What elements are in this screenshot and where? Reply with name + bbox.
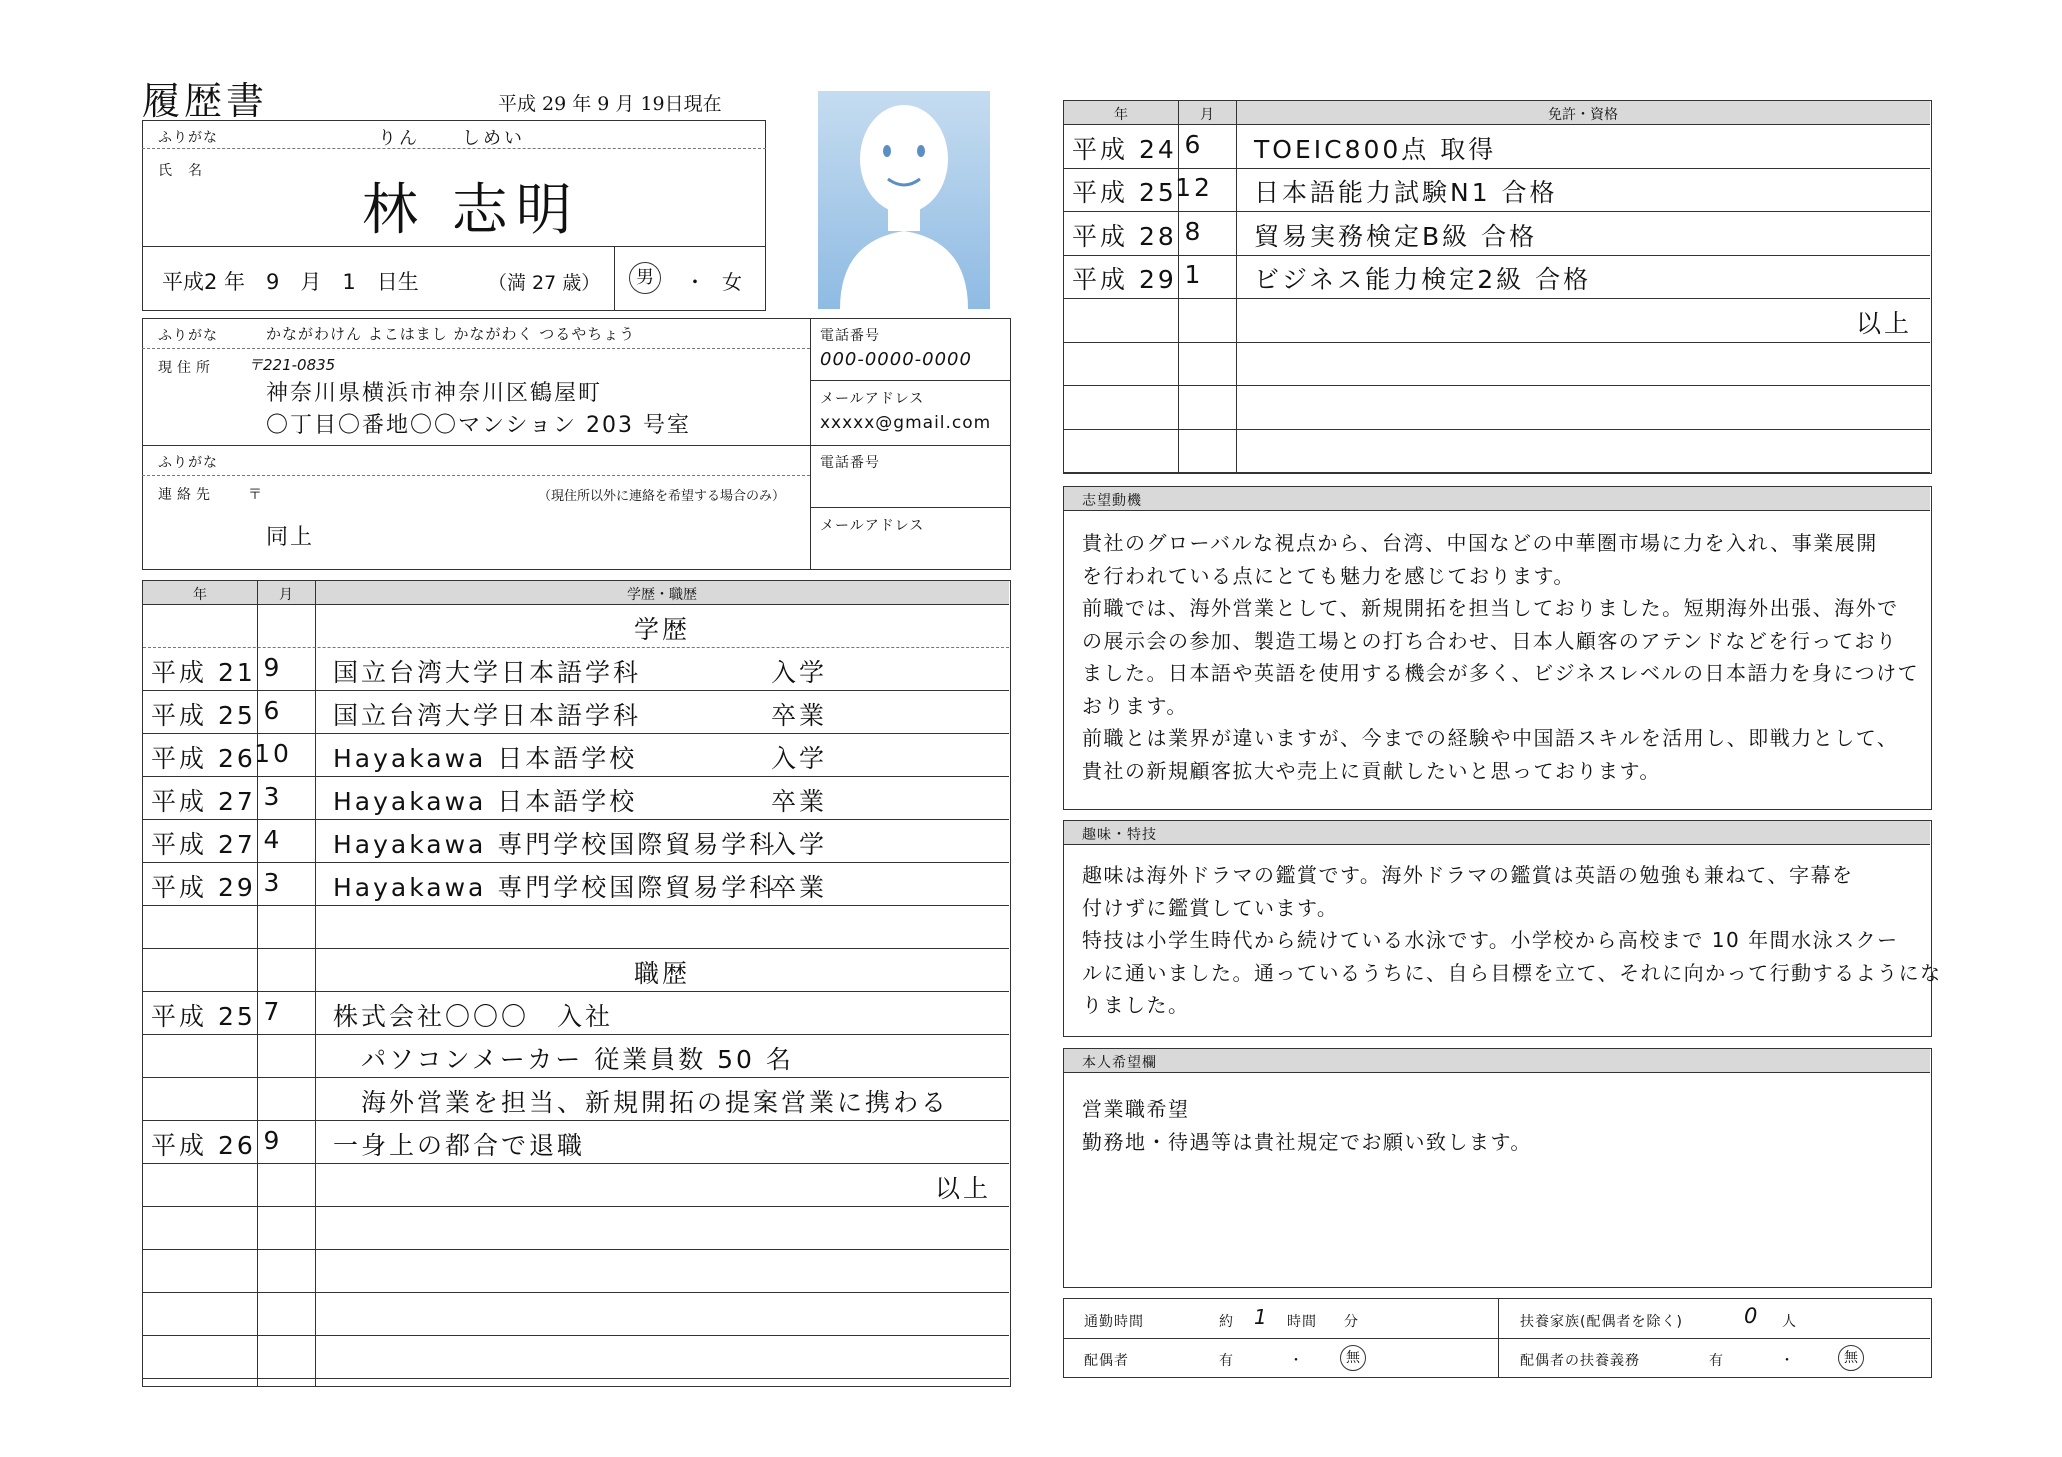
row-text: Hayakawa 日本語学校 (333, 786, 638, 816)
dependents-unit: 人 (1782, 1314, 1797, 1330)
spouse-sep: ・ (1289, 1353, 1304, 1369)
address-line2: 〇丁目〇番地〇〇マンション 203 号室 (266, 413, 691, 438)
row-text: ビジネス能力検定2級 合格 (1254, 265, 1592, 295)
row-year: 平成 25 (1072, 178, 1177, 208)
history-col-year: 年 (193, 587, 207, 603)
contact-furigana-label: ふりがな (158, 455, 218, 471)
page-title: 履歴書 (142, 79, 269, 123)
row-text: Hayakawa 専門学校国際貿易学科 (333, 872, 778, 902)
row-year: 平成 25 (151, 1001, 256, 1031)
address-postal: 〒221-0835 (248, 356, 336, 374)
row-text: 貿易実務検定B級 合格 (1254, 221, 1538, 251)
licenses-row (1064, 298, 1930, 342)
furigana-label: ふりがな (158, 130, 218, 146)
contact-email-label: メールアドレス (820, 518, 925, 534)
licenses-row (1064, 385, 1930, 429)
license-col-year: 年 (1114, 107, 1128, 123)
gender-separator: ・ (685, 270, 705, 294)
motivation-line: の展示会の参加、製造工場との打ち合わせ、日本人顧客のアテンドなどを行っており (1082, 628, 1898, 653)
row-month: 6 (1184, 129, 1204, 159)
row-status: 卒業 (771, 700, 828, 730)
contact-postal-mark: 〒 (248, 487, 263, 503)
row-year: 平成 26 (151, 743, 256, 773)
full-name: 林 志明 (362, 178, 580, 243)
history-row (143, 1077, 1009, 1120)
row-status: 入学 (771, 743, 828, 773)
gender-female: 女 (722, 270, 742, 294)
hobbies-box (1063, 820, 1942, 1037)
row-month: 4 (263, 824, 283, 854)
history-row (143, 776, 1009, 819)
motivation-line: 貴社の新規顧客拡大や売上に貢献したいと思っております。 (1082, 758, 1661, 783)
contact-note: （現住所以外に連絡を希望する場合のみ） (538, 489, 786, 504)
row-month: 9 (263, 1125, 283, 1155)
row-text: 学歴 (633, 614, 690, 644)
commute-min-unit: 分 (1344, 1314, 1359, 1330)
history-col-title: 学歴・職歴 (627, 587, 697, 603)
row-year: 平成 28 (1072, 221, 1177, 251)
history-row (143, 819, 1009, 862)
motivation-line: 貴社のグローバルな視点から、台湾、中国などの中華圏市場に力を入れ、事業展開 (1082, 531, 1878, 555)
history-row (143, 647, 1009, 690)
person-silhouette-icon (818, 91, 990, 309)
wishes-box (1063, 1048, 1932, 1288)
hobbies-line: 付けずに鑑賞しています。 (1082, 895, 1339, 920)
spouse-no: 無 (1346, 1350, 1360, 1366)
history-row (143, 948, 1009, 991)
hobbies-line: ルに通いました。通っているうちに、自ら目標を立て、それに向かって行動するようにな (1082, 960, 1942, 985)
row-divider (143, 1378, 1009, 1379)
motivation-line: ました。日本語や英語を使用する機会が多く、ビジネスレベルの日本語力を身につけて (1082, 661, 1920, 685)
row-month: 1 (1184, 260, 1204, 290)
hobbies-text (1082, 859, 1942, 1022)
row-text: 株式会社〇〇〇 入社 (333, 1001, 614, 1031)
email-label: メールアドレス (820, 391, 925, 407)
licenses-row (1064, 342, 1930, 386)
motivation-box (1063, 486, 1932, 810)
history-row (143, 905, 1009, 948)
motivation-line: を行われている点にとても魅力を感じております。 (1082, 563, 1575, 588)
history-row (143, 733, 1009, 776)
history-row (143, 1163, 1009, 1206)
address-line1: 神奈川県横浜市神奈川区鶴屋町 (266, 381, 603, 406)
row-year: 平成 29 (1072, 265, 1177, 295)
birth-date: 平成2 年 9 月 1 日生 (162, 270, 419, 294)
row-text: 一身上の都合で退職 (333, 1130, 586, 1160)
history-table (142, 580, 1011, 1387)
row-text: 職歴 (633, 958, 690, 988)
commute-hours-unit: 時間 (1287, 1314, 1317, 1330)
support-sep: ・ (1780, 1353, 1795, 1369)
commute-about: 約 (1219, 1314, 1234, 1330)
row-text: 海外営業を担当、新規開拓の提案営業に携わる (333, 1087, 950, 1117)
history-row (143, 1249, 1009, 1292)
licenses-row (1064, 211, 1930, 255)
spouse-yes: 有 (1219, 1353, 1234, 1369)
commute-hours: 1 (1254, 1305, 1267, 1329)
row-text: 国立台湾大学日本語学科 (333, 657, 642, 687)
phone-value: 000-0000-0000 (820, 349, 972, 370)
row-month: 10 (254, 738, 292, 768)
row-text: 以上 (934, 1173, 991, 1203)
row-status: 入学 (771, 657, 828, 687)
address-label: 現住所 (158, 360, 215, 376)
row-year: 平成 27 (151, 829, 256, 859)
history-col-month: 月 (279, 587, 293, 603)
history-row (143, 1034, 1009, 1077)
phone-label: 電話番号 (820, 328, 880, 344)
contact-value: 同上 (266, 525, 315, 550)
row-year: 平成 27 (151, 786, 256, 816)
commute-label: 通勤時間 (1084, 1314, 1144, 1330)
spouse-support-label: 配偶者の扶養義務 (1520, 1353, 1640, 1369)
row-status: 卒業 (771, 786, 828, 816)
spouse-label: 配偶者 (1084, 1353, 1129, 1369)
wishes-line: 営業職希望 (1082, 1097, 1190, 1121)
gender-male-circle (629, 262, 661, 294)
license-table (1063, 100, 1932, 474)
row-year: 平成 25 (151, 700, 256, 730)
history-row (143, 1120, 1009, 1163)
history-row (143, 1206, 1009, 1249)
licenses-row (1064, 255, 1930, 299)
history-row (143, 1335, 1009, 1378)
history-row (143, 991, 1009, 1034)
support-no-circle (1838, 1345, 1864, 1371)
age: （満 27 歳） (488, 272, 601, 294)
date-line: 平成 29 年 9 月 19日現在 (498, 93, 722, 115)
row-month: 7 (263, 996, 283, 1026)
support-yes: 有 (1709, 1353, 1724, 1369)
row-status: 入学 (771, 829, 828, 859)
row-year: 平成 21 (151, 657, 256, 687)
row-month: 3 (263, 867, 283, 897)
motivation-line: おります。 (1082, 693, 1188, 718)
contact-phone-label: 電話番号 (820, 455, 880, 471)
hobbies-line: 趣味は海外ドラマの鑑賞です。海外ドラマの鑑賞は英語の勉強も兼ねて、字幕を (1082, 863, 1854, 887)
row-text: Hayakawa 日本語学校 (333, 743, 638, 773)
dependents-label: 扶養家族(配偶者を除く) (1520, 1314, 1683, 1330)
name-furigana: りん しめい (378, 128, 525, 149)
row-month: 9 (263, 652, 283, 682)
history-row (143, 604, 1009, 647)
license-col-month: 月 (1200, 107, 1214, 123)
row-month: 8 (1184, 216, 1204, 246)
support-no: 無 (1844, 1350, 1858, 1366)
row-month: 6 (263, 695, 283, 725)
license-col-title: 免許・資格 (1548, 107, 1618, 123)
hobbies-label: 趣味・特技 (1082, 827, 1157, 843)
row-text: パソコンメーカー 従業員数 50 名 (333, 1044, 794, 1074)
dependents-value: 0 (1744, 1304, 1758, 1328)
row-year: 平成 26 (151, 1130, 256, 1160)
wishes-text (1082, 1093, 1922, 1158)
address-furigana-label: ふりがな (158, 328, 218, 344)
row-text: TOEIC800点 取得 (1254, 134, 1497, 164)
row-text: 以上 (1855, 308, 1912, 338)
name-label: 氏 名 (158, 163, 203, 179)
row-status: 卒業 (771, 872, 828, 902)
history-row (143, 1292, 1009, 1335)
address-furigana: かながわけん よこはまし かながわく つるやちょう (266, 325, 636, 343)
row-text: 国立台湾大学日本語学科 (333, 700, 642, 730)
photo (818, 91, 990, 309)
row-year: 平成 29 (151, 872, 256, 902)
row-text: Hayakawa 専門学校国際貿易学科 (333, 829, 778, 859)
spouse-no-circle (1340, 1345, 1366, 1371)
footer-box (1063, 1298, 1932, 1378)
licenses-row (1064, 124, 1930, 168)
licenses-row (1064, 429, 1930, 473)
motivation-label: 志望動機 (1082, 493, 1142, 509)
row-divider (1064, 472, 1930, 473)
contact-label: 連絡先 (158, 487, 215, 503)
wishes-label: 本人希望欄 (1082, 1055, 1157, 1071)
history-row (143, 690, 1009, 733)
history-row (143, 862, 1009, 905)
licenses-row (1064, 168, 1930, 212)
row-month: 3 (263, 781, 283, 811)
row-year: 平成 24 (1072, 134, 1177, 164)
row-month: 12 (1175, 173, 1213, 203)
gender-male: 男 (636, 267, 654, 288)
motivation-line: 前職とは業界が違いますが、今までの経験や中国語スキルを活用し、即戦力として、 (1082, 726, 1899, 750)
motivation-text (1082, 527, 1922, 787)
email-value: xxxxx@gmail.com (820, 413, 992, 433)
wishes-line: 勤務地・待遇等は貴社規定でお願い致します。 (1082, 1129, 1532, 1154)
row-text: 日本語能力試験N1 合格 (1254, 178, 1558, 208)
hobbies-line: 特技は小学生時代から続けている水泳です。小学校から高校まで 10 年間水泳スクー (1082, 928, 1899, 952)
hobbies-line: りました。 (1082, 993, 1190, 1017)
motivation-line: 前職では、海外営業として、新規開拓を担当しておりました。短期海外出張、海外で (1082, 596, 1899, 620)
